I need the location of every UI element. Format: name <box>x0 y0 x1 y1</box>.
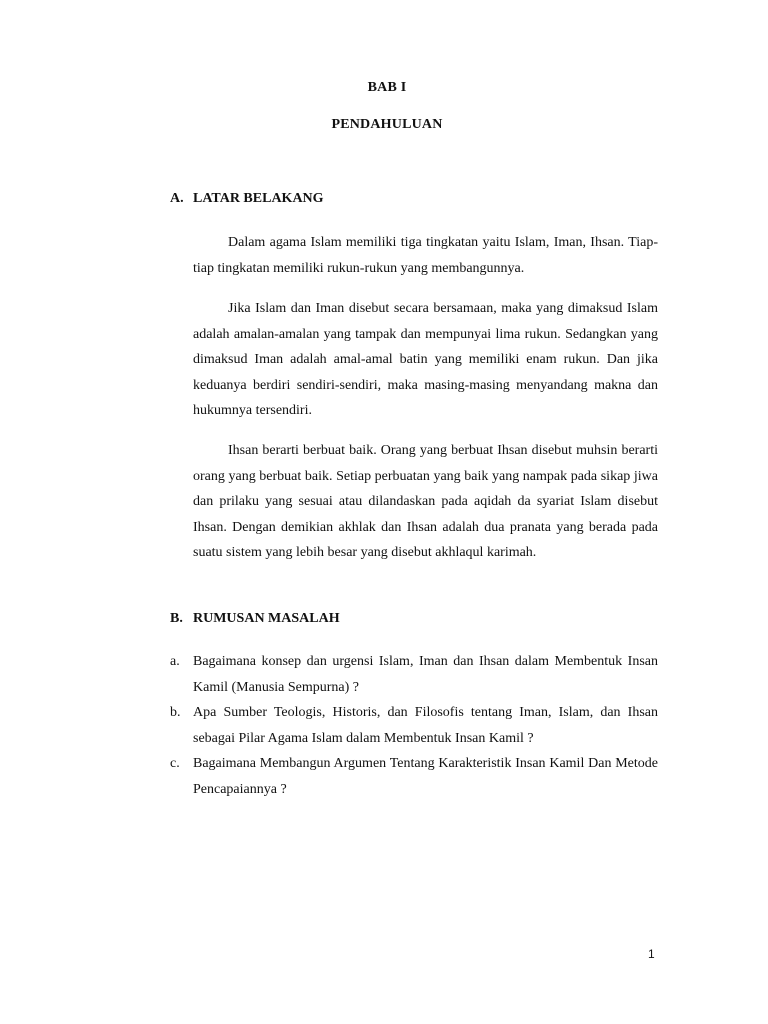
section-b-heading <box>170 611 340 627</box>
background-paragraph-3: Ihsan berarti berbuat baik. Orang yang berbuat Ihsan disebut muhsin berarti orang yang berbuat baik. Setiap perbuatan yang baik yang nampak pada sikap jiwa dan prilaku yang sesuai atau dilandaskan pada aqidah da syariat Islam disebut Ihsan. Dengan demikian akhlak dan Ihsan adalah dua pranata yang berada pada suatu sistem yang lebih besar yang disebut akhlaqul karimah. <box>193 443 658 560</box>
page-number: 1 <box>648 947 655 961</box>
section-a-letter: A. <box>170 191 184 206</box>
section-b-title: RUMUSAN MASALAH <box>193 611 340 626</box>
list-item <box>170 649 658 700</box>
list-item-marker: c. <box>170 756 180 771</box>
background-paragraph-2: Jika Islam dan Iman disebut secara bersamaan, maka yang dimaksud Islam adalah amalan-amalan yang tampak dan mempunyai lima rukun. Sedangkan yang dimaksud Iman adalah amal-amal batin yang memiliki enam rukun. Dan jika keduanya berdiri sendiri-sendiri, maka masing-masing menyandang makna dan hukumnya tersendiri. <box>193 301 658 418</box>
chapter-title: PENDAHULUAN <box>331 117 443 132</box>
list-item-text: Apa Sumber Teologis, Historis, dan Filosofis tentang Iman, Islam, dan Ihsan sebagai Pilar Agama Islam dalam Membentuk Insan Kamil ? <box>193 705 658 746</box>
problem-list <box>170 649 658 802</box>
list-item-marker: b. <box>170 705 181 720</box>
section-a-heading <box>170 191 324 207</box>
background-paragraph-1: Dalam agama Islam memiliki tiga tingkatan yaitu Islam, Iman, Ihsan. Tiap-tiap tingkatan memiliki rukun-rukun yang membangunnya. <box>193 235 658 276</box>
list-item-text: Bagaimana Membangun Argumen Tentang Karakteristik Insan Kamil Dan Metode Pencapaiannya ? <box>193 756 658 797</box>
list-item-marker: a. <box>170 654 180 669</box>
list-item <box>170 751 658 802</box>
list-item <box>170 700 658 751</box>
chapter-number: BAB I <box>367 80 407 95</box>
section-b-letter: B. <box>170 611 183 626</box>
section-a-title: LATAR BELAKANG <box>193 191 324 206</box>
list-item-text: Bagaimana konsep dan urgensi Islam, Iman dan Ihsan dalam Membentuk Insan Kamil (Manusia Sempurna) ? <box>193 654 658 695</box>
